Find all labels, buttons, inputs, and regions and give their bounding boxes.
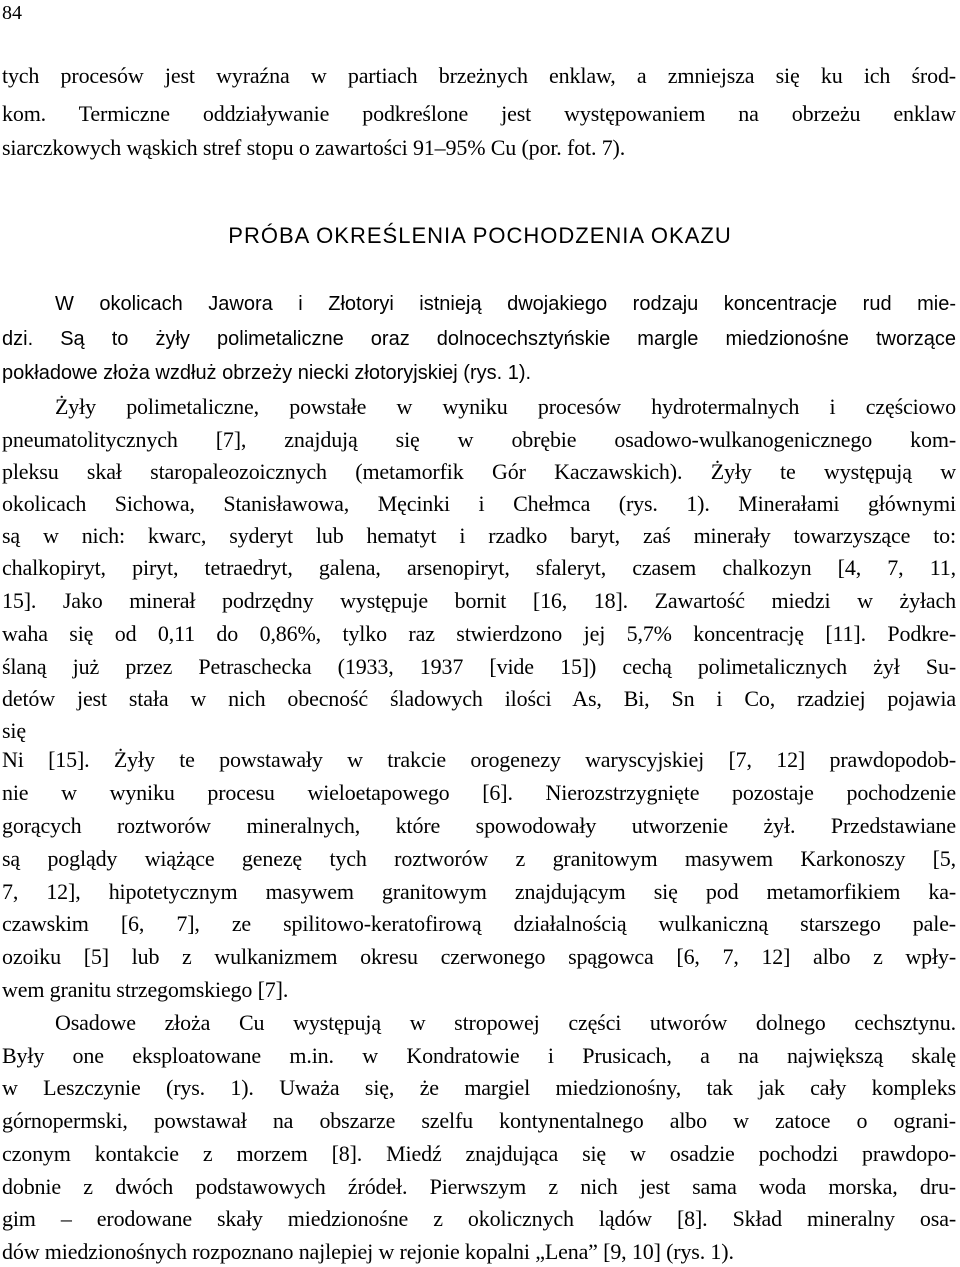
text-line: Były one eksploatowane m.in. w Kondratowie i Prusicach, a na największą skalę [2, 1043, 956, 1068]
text-line: dzi. Są to żyły polimetaliczne oraz dolnocechsztyńskie margle miedzionośne tworzące [2, 328, 956, 350]
text-line: górnopermski, powstawał na obszarze szelfu kontynentalnego albo w zatoce o ograni- [2, 1108, 956, 1133]
text-line: ozoiku [5] lub z wulkanizmem okresu czerwonego spągowca [6, 7, 12] albo z wpły- [2, 944, 956, 969]
text-line: detów jest stała w nich obecność śladowych ilości As, Bi, Sn i Co, rzadziej pojawia [2, 686, 956, 711]
text-line: tych procesów jest wyraźna w partiach brzeżnych enklaw, a zmniejsza się ku ich środ- [2, 63, 956, 88]
text-line: kom. Termiczne oddziaływanie podkreślone jest występowaniem na obrzeżu enklaw [2, 101, 956, 126]
text-line: pneumatolitycznych [7], znajdują się w obrębie osadowo-wulkanogenicznego kom- [2, 427, 956, 452]
text-line: siarczkowych wąskich stref stopu o zawartości 91–95% Cu (por. fot. 7). [2, 135, 626, 160]
text-line: nie w wyniku procesu wieloetapowego [6]. Nierozstrzygnięte pozostaje pochodzenie [2, 780, 956, 805]
text-line: gorących roztworów mineralnych, które spowodowały utworzenie żył. Przedstawiane [2, 813, 956, 838]
text-line: chalkopiryt, piryt, tetraedryt, galena, arsenopiryt, sfaleryt, czasem chalkozyn [4, 7, 11, [2, 555, 956, 580]
text-line: wem granitu strzegomskiego [7]. [2, 977, 289, 1002]
text-line: pokładowe złoża wzdłuż obrzeży niecki złotoryjskiej (rys. 1). [2, 362, 532, 384]
page-number: 84 [2, 2, 22, 24]
text-line: 7, 12], hipotetycznym masywem granitowym znajdującym się pod metamorfikiem ka- [2, 879, 956, 904]
text-line: są w nich: kwarc, syderyt lub hematyt i rzadko baryt, zaś minerały towarzyszące to: [2, 523, 956, 548]
text-line: w Leszczynie (rys. 1). Uważa się, że margiel miedzionośny, tak jak cały kompleks [2, 1075, 956, 1100]
text-line: są poglądy wiążące genezę tych roztworów z granitowym masywem Karkonoszy [5, [2, 846, 956, 871]
text-line: W okolicach Jawora i Złotoryi istnieją dwojakiego rodzaju koncentracje rud mie- [55, 293, 956, 315]
text-line: czawskim [6, 7], ze spilitowo-keratofirową działalnością wulkaniczną starszego pale- [2, 911, 956, 936]
text-line: okolicach Sichowa, Stanisławowa, Męcinki i Chełmca (rys. 1). Minerałami głównymi [2, 491, 956, 516]
text-line: Żyły polimetaliczne, powstałe w wyniku procesów hydrotermalnych i częściowo [55, 394, 956, 419]
text-line: się [2, 718, 26, 743]
text-line: dów miedzionośnych rozpoznano najlepiej w rejonie kopalni „Lena” [9, 10] (rys. 1). [2, 1239, 734, 1264]
text-line: dobnie z dwóch podstawowych źródeł. Pierwszym z nich jest sama woda morska, dru- [2, 1174, 956, 1199]
text-line: pleksu skał staropaleozoicznych (metamorfik Gór Kaczawskich). Żyły te występują w [2, 459, 956, 484]
text-line: 15]. Jako minerał podrzędny występuje bornit [16, 18]. Zawartość miedzi w żyłach [2, 588, 956, 613]
section-heading: PRÓBA OKREŚLENIA POCHODZENIA OKAZU [228, 223, 732, 248]
text-line: Ni [15]. Żyły te powstawały w trakcie orogenezy waryscyjskiej [7, 12] prawdopodob- [2, 747, 956, 772]
text-line: ślaną już przez Petraschecka (1933, 1937 [vide 15]) cechą polimetalicznych żył Su- [2, 654, 956, 679]
text-line: gim – erodowane skały miedzionośne z okolicznych lądów [8]. Skład mineralny osa- [2, 1206, 956, 1231]
text-line: waha się od 0,11 do 0,86%, tylko raz stwierdzono jej 5,7% koncentrację [11]. Podkre- [2, 621, 956, 646]
text-line: Osadowe złoża Cu występują w stropowej części utworów dolnego cechsztynu. [55, 1010, 956, 1035]
text-line: czonym kontakcie z morzem [8]. Miedź znajdująca się w osadzie pochodzi prawdopo- [2, 1141, 956, 1166]
